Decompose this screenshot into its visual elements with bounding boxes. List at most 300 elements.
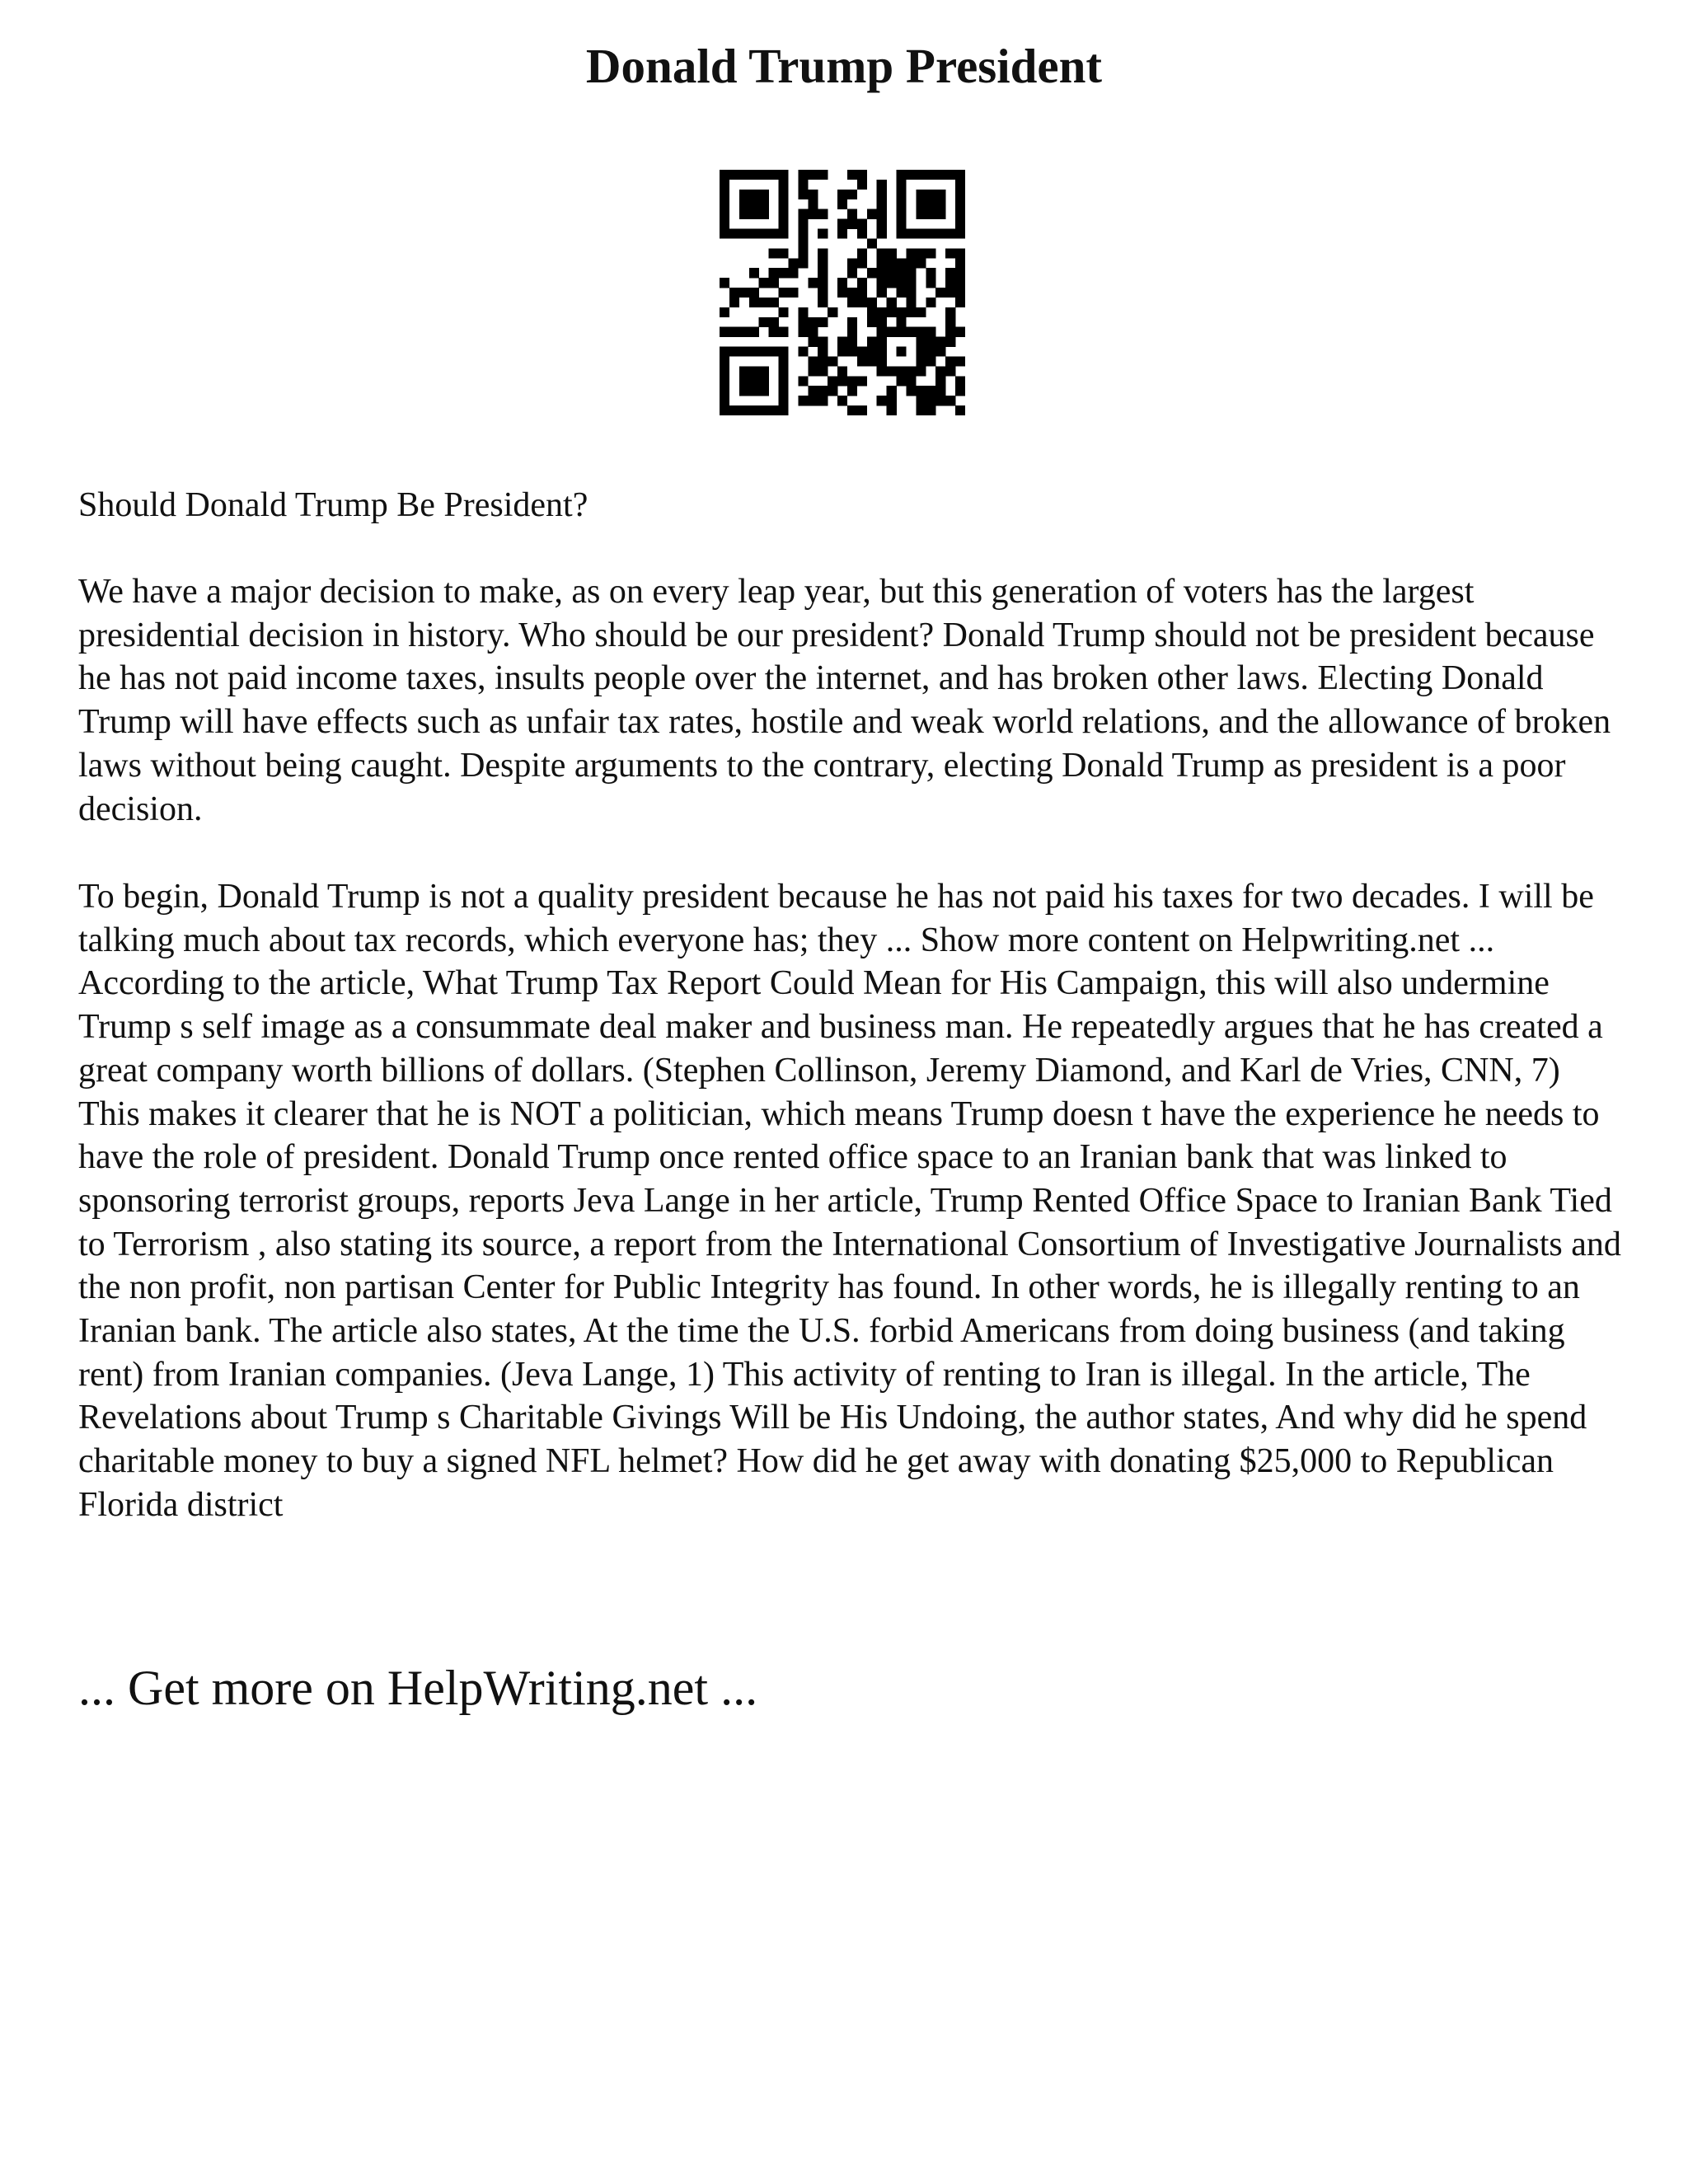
qr-module <box>877 356 887 366</box>
qr-module <box>916 347 926 357</box>
qr-code-icon <box>720 170 965 415</box>
qr-module <box>945 366 955 376</box>
qr-module <box>779 376 789 386</box>
qr-module <box>808 366 818 376</box>
qr-module <box>945 268 955 278</box>
qr-module <box>935 190 945 199</box>
qr-module <box>798 376 808 386</box>
qr-module <box>955 258 965 268</box>
qr-module <box>798 170 808 180</box>
qr-module <box>935 347 945 357</box>
qr-module <box>945 307 955 317</box>
qr-module <box>759 199 769 209</box>
qr-module <box>769 229 779 239</box>
qr-module <box>739 327 749 337</box>
qr-module <box>779 396 789 405</box>
qr-module <box>837 396 847 405</box>
qr-module <box>955 327 965 337</box>
qr-module <box>759 278 769 288</box>
qr-module <box>749 170 759 180</box>
qr-module <box>926 278 935 288</box>
qr-module <box>749 327 759 337</box>
qr-module <box>798 307 808 317</box>
qr-module <box>847 209 857 219</box>
qr-module <box>828 307 837 317</box>
qr-module <box>818 347 828 357</box>
qr-module <box>798 317 808 327</box>
qr-module <box>779 307 789 317</box>
qr-module <box>906 366 916 376</box>
qr-module <box>877 229 887 239</box>
qr-module <box>818 209 828 219</box>
qr-module <box>935 337 945 347</box>
qr-module <box>729 327 739 337</box>
qr-module <box>729 288 739 298</box>
qr-module <box>897 278 907 288</box>
qr-module <box>897 209 907 219</box>
qr-module <box>847 405 857 415</box>
qr-module <box>877 307 887 317</box>
qr-module <box>877 278 887 288</box>
qr-module <box>847 386 857 396</box>
qr-module <box>720 307 729 317</box>
qr-module <box>720 170 729 180</box>
qr-module <box>739 190 749 199</box>
qr-module <box>945 288 955 298</box>
qr-module <box>749 386 759 396</box>
qr-module <box>808 170 818 180</box>
qr-module <box>887 258 897 268</box>
qr-module <box>837 278 847 288</box>
qr-module <box>916 396 926 405</box>
qr-module <box>779 268 789 278</box>
qr-module <box>759 347 769 357</box>
qr-module <box>897 376 907 386</box>
qr-module <box>837 288 847 298</box>
qr-module <box>867 347 877 357</box>
qr-module <box>916 307 926 317</box>
qr-module <box>926 405 935 415</box>
qr-module <box>720 229 729 239</box>
qr-module <box>798 190 808 199</box>
qr-module <box>720 347 729 357</box>
qr-module <box>828 386 837 396</box>
qr-module <box>916 258 926 268</box>
qr-module <box>887 396 897 405</box>
qr-module <box>847 347 857 357</box>
essay-question: Should Donald Trump Be President? <box>78 486 588 524</box>
qr-module <box>808 199 818 209</box>
qr-module <box>779 199 789 209</box>
qr-module <box>955 170 965 180</box>
qr-module <box>906 298 916 307</box>
qr-module <box>867 209 877 219</box>
qr-module <box>847 219 857 229</box>
qr-module <box>739 209 749 219</box>
qr-module <box>926 170 935 180</box>
qr-module <box>857 376 867 386</box>
qr-module <box>808 209 818 219</box>
qr-module <box>945 248 955 258</box>
qr-module <box>739 405 749 415</box>
qr-module <box>847 170 857 180</box>
qr-module <box>798 180 808 190</box>
qr-module <box>887 268 897 278</box>
qr-module <box>749 288 759 298</box>
qr-module <box>837 219 847 229</box>
qr-module <box>720 190 729 199</box>
qr-module <box>887 307 897 317</box>
qr-module <box>877 347 887 357</box>
qr-module <box>926 229 935 239</box>
qr-module <box>897 327 907 337</box>
qr-module <box>798 258 808 268</box>
qr-module <box>818 278 828 288</box>
qr-module <box>808 278 818 288</box>
qr-module <box>808 396 818 405</box>
qr-module <box>897 190 907 199</box>
qr-module <box>729 170 739 180</box>
qr-module <box>837 190 847 199</box>
qr-module <box>955 180 965 190</box>
qr-module <box>749 199 759 209</box>
qr-module <box>769 268 779 278</box>
qr-module <box>955 268 965 278</box>
qr-module <box>749 209 759 219</box>
qr-module <box>720 180 729 190</box>
qr-module <box>828 376 837 386</box>
qr-module <box>720 278 729 288</box>
qr-module <box>877 248 887 258</box>
qr-module <box>720 199 729 209</box>
qr-module <box>818 229 828 239</box>
qr-module <box>739 288 749 298</box>
qr-module <box>877 366 887 376</box>
qr-module <box>749 298 759 307</box>
qr-module <box>779 347 789 357</box>
qr-module <box>759 190 769 199</box>
qr-module <box>906 268 916 278</box>
qr-module <box>729 405 739 415</box>
qr-module <box>808 356 818 366</box>
qr-module <box>720 219 729 229</box>
qr-module <box>877 337 887 347</box>
qr-module <box>720 366 729 376</box>
qr-module <box>955 386 965 396</box>
qr-module <box>897 229 907 239</box>
qr-module <box>759 386 769 396</box>
qr-module <box>857 288 867 298</box>
qr-module <box>720 327 729 337</box>
qr-module <box>818 298 828 307</box>
qr-module <box>945 396 955 405</box>
qr-module <box>759 170 769 180</box>
qr-module <box>769 405 779 415</box>
qr-module <box>739 199 749 209</box>
qr-module <box>749 366 759 376</box>
qr-module <box>955 356 965 366</box>
qr-module <box>759 298 769 307</box>
qr-module <box>906 288 916 298</box>
qr-module <box>877 288 887 298</box>
qr-module <box>798 248 808 258</box>
qr-module <box>759 317 769 327</box>
qr-module <box>877 268 887 278</box>
qr-module <box>887 248 897 258</box>
qr-module <box>779 170 789 180</box>
qr-module <box>798 396 808 405</box>
get-more-link[interactable]: ... Get more on HelpWriting.net ... <box>78 1661 758 1715</box>
qr-module <box>857 405 867 415</box>
qr-module <box>926 327 935 337</box>
qr-module <box>808 337 818 347</box>
qr-module <box>749 347 759 357</box>
qr-module <box>926 199 935 209</box>
qr-module <box>847 337 857 347</box>
qr-module <box>955 190 965 199</box>
qr-module <box>857 180 867 190</box>
qr-module <box>935 376 945 386</box>
qr-module <box>926 337 935 347</box>
qr-module <box>788 258 798 268</box>
qr-module <box>897 307 907 317</box>
qr-module <box>749 405 759 415</box>
qr-module <box>935 366 945 376</box>
qr-module <box>945 278 955 288</box>
qr-module <box>867 238 877 248</box>
qr-module <box>916 356 926 366</box>
qr-module <box>945 356 955 366</box>
qr-module <box>847 258 857 268</box>
qr-module <box>916 248 926 258</box>
qr-module <box>759 229 769 239</box>
qr-module <box>867 307 877 317</box>
qr-module <box>837 337 847 347</box>
qr-module <box>759 376 769 386</box>
qr-module <box>769 317 779 327</box>
qr-module <box>720 396 729 405</box>
qr-module <box>837 347 847 357</box>
qr-module <box>897 258 907 268</box>
qr-module <box>857 298 867 307</box>
qr-module <box>906 248 916 258</box>
qr-module <box>955 405 965 415</box>
qr-module <box>877 327 887 337</box>
qr-module <box>739 366 749 376</box>
qr-module <box>808 327 818 337</box>
qr-module <box>847 268 857 278</box>
qr-module <box>935 170 945 180</box>
qr-module <box>779 190 789 199</box>
qr-module <box>887 366 897 376</box>
qr-module <box>916 337 926 347</box>
qr-module <box>779 386 789 396</box>
essay-paragraph: To begin, Donald Trump is not a quality president because he has not paid his taxes for two decades. I will be talking much about tax records, which everyone has; they ... Show more content on Helpwriting.net ... According to the article, What Trump Tax Report Could Mean for His Campaign, this will also undermine Trump s self image as a consummate deal maker and business man. He repeatedly argues that he has created a great company worth billions of dollars. (Stephen Collinson, Jeremy Diamond, and Karl de Vries, CNN, 7) This makes it clearer that he is NOT a politician, which means Trump doesn t have the experience he needs to have the role of president. Donald Trump once rented office space to an Iranian bank that was linked to sponsoring terrorist groups, reports Jeva Lange in her article, Trump Rented Office Space to Iranian Bank Tied to Terrorism , also stating its source, a report from the International Consortium of Investigative Journalists and the non profit, non partisan Center for Public Integrity has found. In other words, he is illegally renting to an Iranian bank. The article also states, At the time the U.S. forbid Americans from doing business (and taking rent) from Iranian companies. (Jeva Lange, 1) This activity of renting to Iran is illegal. In the article, The Revelations about Trump s Charitable Givings Will be His Undoing, the author states, And why did he spend charitable money to buy a signed NFL helmet? How did he get away with donating $25,000 to Republican Florida district <box>78 878 1621 1524</box>
qr-module <box>926 248 935 258</box>
qr-module <box>955 199 965 209</box>
qr-module <box>867 356 877 366</box>
qr-module <box>808 190 818 199</box>
qr-module <box>779 180 789 190</box>
qr-module <box>847 376 857 386</box>
qr-module <box>857 219 867 229</box>
qr-module <box>759 209 769 219</box>
qr-module <box>779 405 789 415</box>
qr-module <box>877 180 887 190</box>
qr-module <box>729 298 739 307</box>
qr-module <box>739 347 749 357</box>
qr-module <box>808 386 818 396</box>
qr-module <box>955 209 965 219</box>
qr-module <box>906 376 916 386</box>
qr-module <box>887 298 897 307</box>
qr-module <box>877 396 887 405</box>
qr-module <box>906 258 916 268</box>
essay-paragraph: We have a major decision to make, as on every leap year, but this generation of voters has the largest presidential decision in history. Who should be our president? Donald Trump should not be president because he has not paid income taxes, insults people over the internet, and has broken other laws. Electing Donald Trump will have effects such as unfair tax rates, hostile and weak world relations, and the allowance of broken laws without being caught. Despite arguments to the contrary, electing Donald Trump as president is a poor decision. <box>78 573 1611 828</box>
qr-module <box>739 229 749 239</box>
qr-module <box>857 229 867 239</box>
qr-module <box>897 268 907 278</box>
qr-module <box>818 386 828 396</box>
qr-module <box>955 229 965 239</box>
qr-module <box>906 386 916 396</box>
qr-module <box>818 268 828 278</box>
qr-module <box>906 278 916 288</box>
qr-module <box>926 190 935 199</box>
qr-module <box>955 288 965 298</box>
qr-module <box>798 327 808 337</box>
qr-module <box>779 356 789 366</box>
qr-module <box>935 209 945 219</box>
qr-module <box>906 170 916 180</box>
qr-module <box>769 170 779 180</box>
qr-module <box>916 405 926 415</box>
qr-module <box>720 376 729 386</box>
qr-module <box>798 209 808 219</box>
qr-module <box>749 376 759 386</box>
qr-module <box>818 396 828 405</box>
qr-module <box>945 317 955 327</box>
qr-module <box>779 248 789 258</box>
qr-module <box>877 219 887 229</box>
qr-module <box>935 386 945 396</box>
qr-module <box>818 317 828 327</box>
qr-module <box>955 278 965 288</box>
qr-module <box>818 356 828 366</box>
qr-module <box>779 229 789 239</box>
qr-module <box>916 190 926 199</box>
qr-module <box>906 327 916 337</box>
qr-module <box>935 288 945 298</box>
qr-module <box>749 229 759 239</box>
qr-module <box>749 268 759 278</box>
qr-module <box>759 366 769 376</box>
qr-module <box>877 209 887 219</box>
qr-module <box>720 209 729 219</box>
qr-module <box>837 376 847 386</box>
qr-module <box>779 219 789 229</box>
qr-module <box>779 288 789 298</box>
qr-module <box>779 366 789 376</box>
qr-module <box>769 347 779 357</box>
qr-module <box>926 209 935 219</box>
qr-module <box>916 366 926 376</box>
qr-module <box>739 386 749 396</box>
qr-module <box>916 327 926 337</box>
qr-module <box>887 405 897 415</box>
qr-module <box>818 337 828 347</box>
qr-module <box>739 170 749 180</box>
qr-module <box>857 278 867 288</box>
qr-module <box>945 337 955 347</box>
qr-module <box>769 298 779 307</box>
qr-module <box>926 347 935 357</box>
qr-module <box>935 396 945 405</box>
qr-module <box>955 298 965 307</box>
qr-module <box>818 258 828 268</box>
qr-module <box>897 288 907 298</box>
qr-module <box>877 199 887 209</box>
qr-module <box>788 288 798 298</box>
qr-module <box>798 219 808 229</box>
qr-module <box>818 248 828 258</box>
page-title: Donald Trump President <box>585 39 1103 93</box>
qr-module <box>769 278 779 288</box>
qr-module <box>945 170 955 180</box>
qr-module <box>818 366 828 376</box>
qr-module <box>926 386 935 396</box>
qr-module <box>729 229 739 239</box>
qr-module <box>769 248 779 258</box>
qr-module <box>720 386 729 396</box>
qr-module <box>837 229 847 239</box>
qr-module <box>877 258 887 268</box>
qr-module <box>916 170 926 180</box>
qr-module <box>798 229 808 239</box>
qr-module <box>935 229 945 239</box>
qr-module <box>857 248 867 258</box>
qr-module <box>867 268 877 278</box>
qr-module <box>897 170 907 180</box>
qr-module <box>916 199 926 209</box>
qr-module <box>887 278 897 288</box>
qr-module <box>847 190 857 199</box>
qr-module <box>857 347 867 357</box>
qr-module <box>779 209 789 219</box>
qr-module <box>916 229 926 239</box>
qr-module <box>837 366 847 376</box>
qr-module <box>739 376 749 386</box>
qr-module <box>857 258 867 268</box>
qr-module <box>720 405 729 415</box>
qr-module <box>769 327 779 337</box>
qr-module <box>867 337 877 347</box>
qr-module <box>808 317 818 327</box>
qr-module <box>857 356 867 366</box>
qr-module <box>897 317 907 327</box>
qr-module <box>926 356 935 366</box>
qr-module <box>916 209 926 219</box>
qr-module <box>955 248 965 258</box>
qr-module <box>798 347 808 357</box>
qr-module <box>788 268 798 278</box>
qr-module <box>945 327 955 337</box>
qr-module <box>955 376 965 386</box>
qr-module <box>926 298 935 307</box>
qr-module <box>828 356 837 366</box>
qr-module <box>798 238 808 248</box>
qr-module <box>818 288 828 298</box>
